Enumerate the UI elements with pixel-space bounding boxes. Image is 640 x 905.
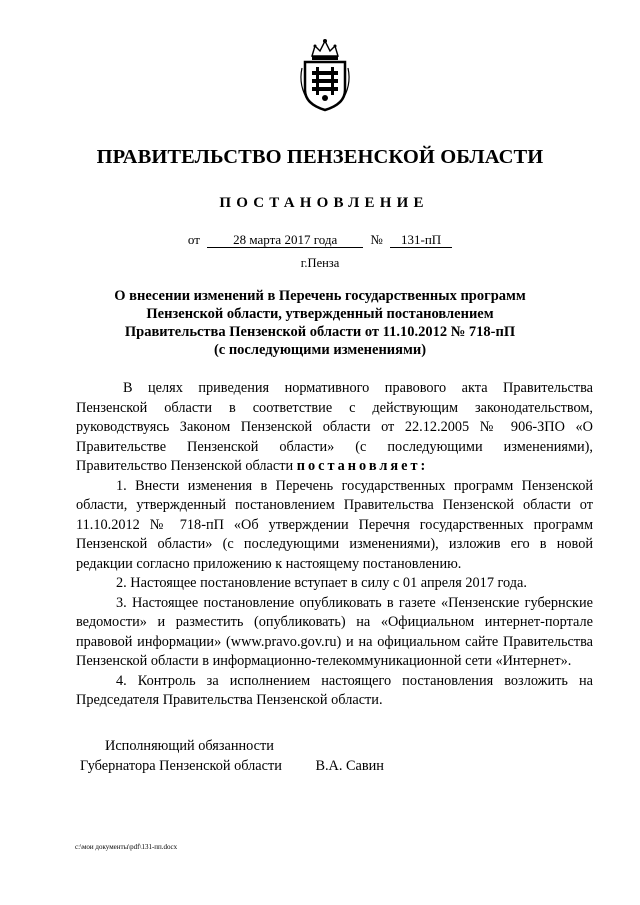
intro-text: В целях приведения нормативного правового акта Правительства Пензенской области в соответствие с действующим законодательством, руководствуясь Законом Пензенской области от 22.12.2005 № 906-ЗПО «О Правительстве Пензенской области» (с последующими изменениями), Правительство Пензенской области [76, 380, 593, 474]
signature-row [80, 757, 384, 777]
date-number-line [0, 232, 640, 248]
item-paragraph: 4. Контроль за исполнением настоящего постановления возложить на Председателя Правительства Пензенской области. [76, 672, 593, 708]
document-date: 28 марта 2017 года [207, 233, 363, 248]
file-path-footer: c:\мои документы\pdf\131-пп.docx [75, 843, 178, 851]
document-body [76, 379, 593, 711]
heading-line: Пензенской области, утвержденный постановлением [146, 306, 494, 322]
document-type: ПОСТАНОВЛЕНИЕ [219, 195, 429, 211]
city: г.Пенза [300, 256, 340, 270]
item-paragraph: 2. Настоящее постановление вступает в силу с 01 апреля 2017 года. [116, 575, 527, 591]
document-number: 131-пП [390, 233, 452, 248]
intro-action: постановляет: [296, 458, 429, 474]
signatory-name: В.А. Савин [315, 757, 384, 774]
signatory-role-line2: Губернатора Пензенской области [80, 757, 282, 774]
document-heading [100, 287, 540, 359]
coat-of-arms-emblem [295, 38, 355, 112]
signature-block [80, 737, 384, 776]
heading-line: Правительства Пензенской области от 11.10.2012 № 718-пП [124, 324, 516, 340]
intro-paragraph [76, 379, 593, 477]
heading-line: (с последующими изменениями) [213, 342, 427, 358]
heading-line: О внесении изменений в Перечень государственных программ [114, 288, 526, 304]
signatory-role-line1: Исполняющий обязанности [105, 738, 274, 754]
item-paragraph: 3. Настоящее постановление опубликовать в газете «Пензенские губернские ведомости» и разместить (опубликовать) на «Официальном интернет-портале правовой информации» (www.pravo.gov.ru) и на официальном сайте Правительства Пензенской области в информационно-телекоммуникационной сети «Интернет». [76, 594, 593, 669]
number-prefix: № [370, 232, 383, 247]
date-prefix: от [187, 232, 200, 247]
organization-title: ПРАВИТЕЛЬСТВО ПЕНЗЕНСКОЙ ОБЛАСТИ [96, 146, 544, 168]
item-paragraph: 1. Внести изменения в Перечень государственных программ Пензенской области, утвержденный постановлением Правительства Пензенской области от 11.10.2012 № 718-пП «Об утверждении Перечня государственных программ Пензенской области» (с последующими изменениями), изложив его в новой редакции согласно приложению к настоящему постановлению. [76, 477, 593, 572]
